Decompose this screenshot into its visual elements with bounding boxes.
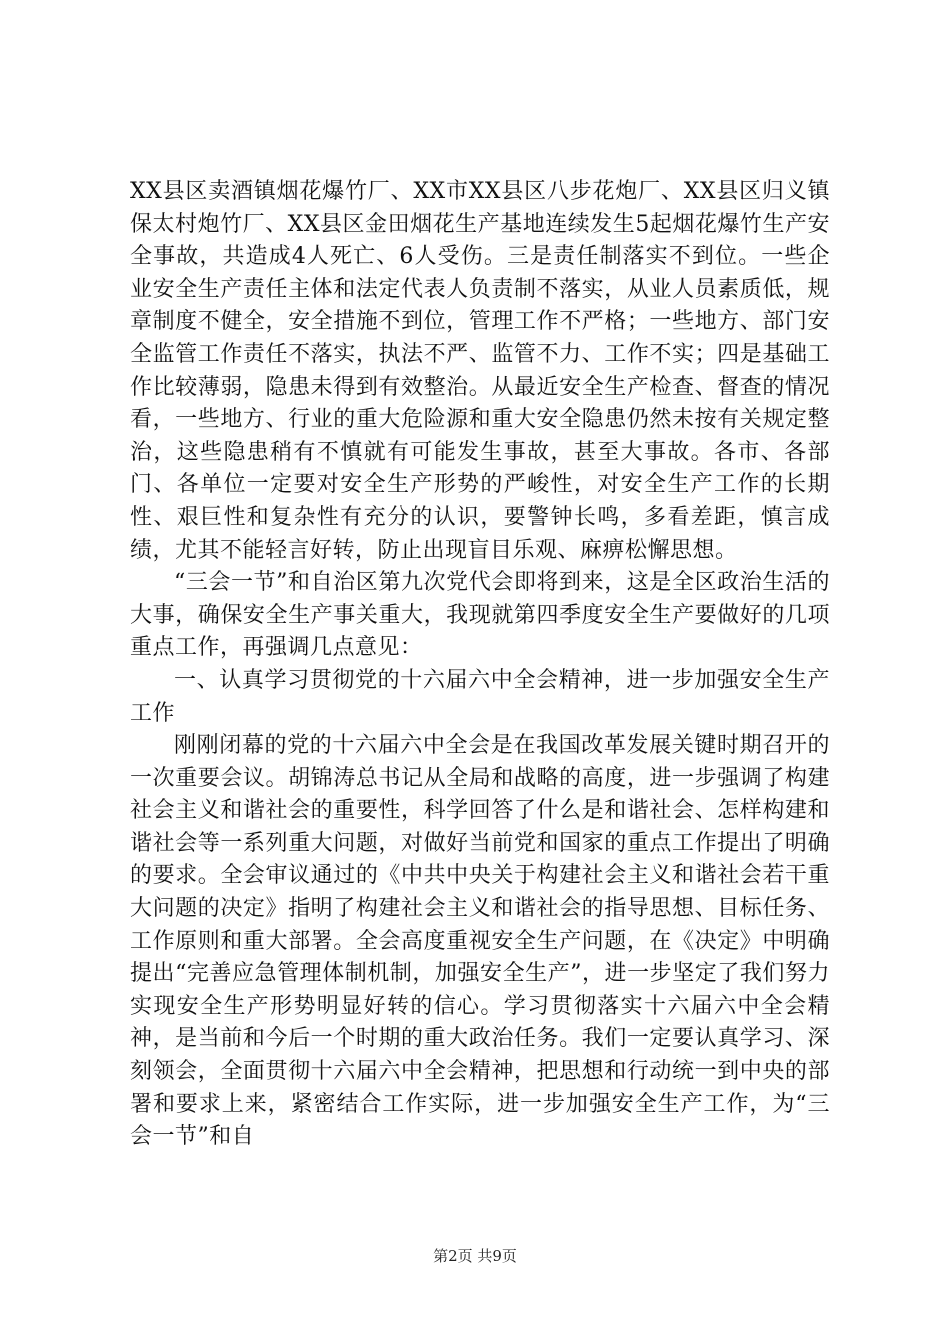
document-body bbox=[130, 176, 830, 1154]
section-heading-1: 一、认真学习贯彻党的十六届六中全会精神，进一步加强安全生产工作 bbox=[130, 667, 830, 726]
paragraph-2: “三会一节”和自治区第九次党代会即将到来，这是全区政治生活的大事，确保安全生产事关重大，我现就第四季度安全生产要做好的几项重点工作，再强调几点意见： bbox=[130, 570, 830, 661]
paragraph-1: XX县区卖酒镇烟花爆竹厂、XX市XX县区八步花炮厂、XX县区归义镇保太村炮竹厂、XX县区金田烟花生产基地连续发生5起烟花爆竹生产安全事故，共造成4人死亡、6人受伤。三是责任制落实不到位。一些企业安全生产责任主体和法定代表人负责制不落实，从业人员素质低，规章制度不健全，安全措施不到位，管理工作不严格；一些地方、部门安全监管工作责任不落实，执法不严、监管不力、工作不实；四是基础工作比较薄弱，隐患未得到有效整治。从最近安全生产检查、督查的情况看，一些地方、行业的重大危险源和重大安全隐患仍然未按有关规定整治，这些隐患稍有不慎就有可能发生事故，甚至大事故。各市、各部门、各单位一定要对安全生产形势的严峻性，对安全生产工作的长期性、艰巨性和复杂性有充分的认识，要警钟长鸣，多看差距，慎言成绩，尤其不能轻言好转，防止出现盲目乐观、麻痹松懈思想。 bbox=[130, 179, 830, 563]
paragraph-3: 刚刚闭幕的党的十六届六中全会是在我国改革发展关键时期召开的一次重要会议。胡锦涛总书记从全局和战略的高度，进一步强调了构建社会主义和谐社会的重要性，科学回答了什么是和谐社会、怎样构建和谐社会等一系列重大问题，对做好当前党和国家的重点工作提出了明确的要求。全会审议通过的《中共中央关于构建社会主义和谐社会若干重大问题的决定》指明了构建社会主义和谐社会的指导思想、目标任务、工作原则和重大部署。全会高度重视安全生产问题，在《决定》中明确提出“完善应急管理体制机制，加强安全生产”，进一步坚定了我们努力实现安全生产形势明显好转的信心。学习贯彻落实十六届六中全会精神，是当前和今后一个时期的重大政治任务。我们一定要认真学习、深刻领会，全面贯彻十六届六中全会精神，把思想和行动统一到中央的部署和要求上来，紧密结合工作实际，进一步加强安全生产工作，为“三会一节”和自 bbox=[130, 733, 830, 1150]
page-number-footer: 第2页 共9页 bbox=[433, 1247, 517, 1265]
